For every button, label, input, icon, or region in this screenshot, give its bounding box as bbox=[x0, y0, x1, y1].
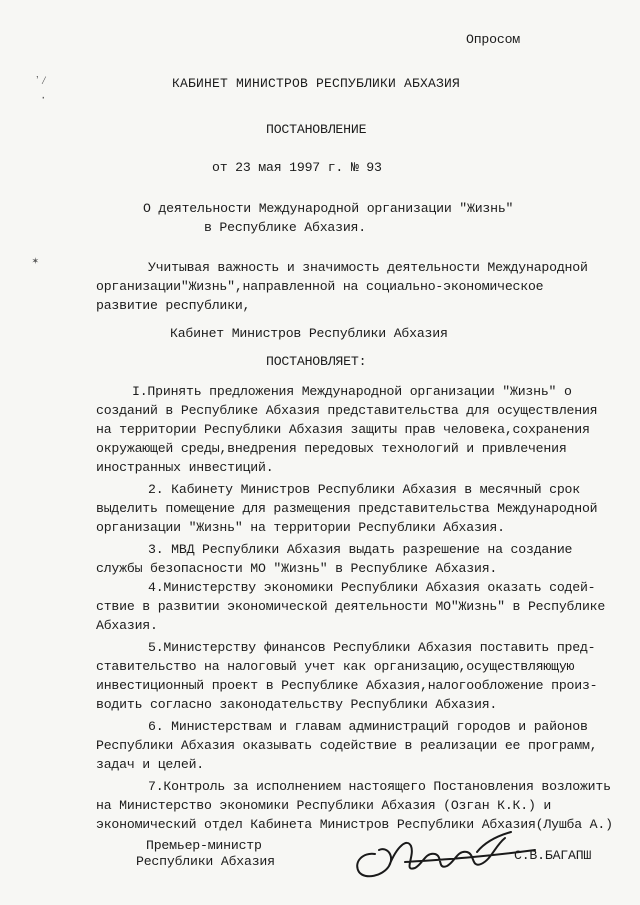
body-line: на территории Республики Абхазия защиты прав человека,сохранения bbox=[96, 422, 590, 437]
preamble-line: организации"Жизнь",направленной на социально-экономическое bbox=[96, 279, 544, 294]
body-line: иностранных инвестиций. bbox=[96, 460, 274, 475]
body-line: 7.Контроль за исполнением настоящего Постановления возложить bbox=[148, 779, 611, 794]
margin-mark: ʼ⁄ bbox=[34, 76, 48, 88]
body-line: окружающей среды,внедрения передовых технологий и привлечения bbox=[96, 441, 567, 456]
body-line: 2. Кабинету Министров Республики Абхазия в месячный срок bbox=[148, 482, 580, 497]
document-type: ПОСТАНОВЛЕНИЕ bbox=[266, 122, 367, 137]
subject-line: в Республике Абхазия. bbox=[204, 220, 366, 235]
body-line: 3. МВД Республики Абхазия выдать разрешение на создание bbox=[148, 542, 573, 557]
body-line: Абхазия. bbox=[96, 618, 158, 633]
date-line: от 23 мая 1997 г. № 93 bbox=[212, 160, 382, 175]
body-line: созданий в Республике Абхазия представительства для осуществления bbox=[96, 403, 598, 418]
margin-mark: ✶ bbox=[32, 256, 39, 268]
body-line: 5.Министерству финансов Республики Абхазия поставить пред- bbox=[148, 640, 596, 655]
preamble-line: Учитывая важность и значимость деятельности Международной bbox=[148, 260, 588, 275]
body-line: 4.Министерству экономики Республики Абхазия оказать содей- bbox=[148, 580, 596, 595]
body-line: организации "Жизнь" на территории Республики Абхазия. bbox=[96, 520, 505, 535]
issuer-line: Кабинет Министров Республики Абхазия bbox=[170, 326, 448, 341]
body-line: Республики Абхазия оказывать содействие в реализации ее программ, bbox=[96, 738, 598, 753]
body-line: ствие в развитии экономической деятельности МО"Жизнь" в Республике bbox=[96, 599, 606, 614]
body-line: экономический отдел Кабинета Министров Республики Абхазия(Лушба А.) bbox=[96, 817, 613, 832]
signatory-title: Республики Абхазия bbox=[136, 854, 275, 869]
stamp-note: Опросом bbox=[466, 32, 520, 47]
body-line: задач и целей. bbox=[96, 757, 204, 772]
subject-line: О деятельности Международной организации "Жизнь" bbox=[143, 201, 514, 216]
body-line: инвестиционный проект в Республике Абхазия,налогообложение произ- bbox=[96, 678, 598, 693]
preamble-line: развитие республики, bbox=[96, 298, 251, 313]
body-line: службы безопасности МО "Жизнь" в Республике Абхазия. bbox=[96, 561, 498, 576]
body-line: 6. Министерствам и главам администраций городов и районов bbox=[148, 719, 588, 734]
signatory-title: Премьер-министр bbox=[146, 838, 262, 853]
signatory-name: С.В.БАГАПШ bbox=[514, 848, 592, 863]
margin-mark: · bbox=[40, 93, 47, 105]
body-line: ставительство на налоговый учет как организацию,осуществляющую bbox=[96, 659, 575, 674]
decrees-heading: ПОСТАНОВЛЯЕТ: bbox=[266, 354, 367, 369]
body-line: выделить помещение для размещения представительства Международной bbox=[96, 501, 598, 516]
body-line: водить согласно законодательству Республики Абхазия. bbox=[96, 697, 498, 712]
cabinet-header: КАБИНЕТ МИНИСТРОВ РЕСПУБЛИКИ АБХАЗИЯ bbox=[172, 76, 461, 91]
body-line: I.Принять предложения Международной организации "Жизнь" о bbox=[132, 384, 572, 399]
body-line: на Министерство экономики Республики Абхазия (Озган К.К.) и bbox=[96, 798, 552, 813]
